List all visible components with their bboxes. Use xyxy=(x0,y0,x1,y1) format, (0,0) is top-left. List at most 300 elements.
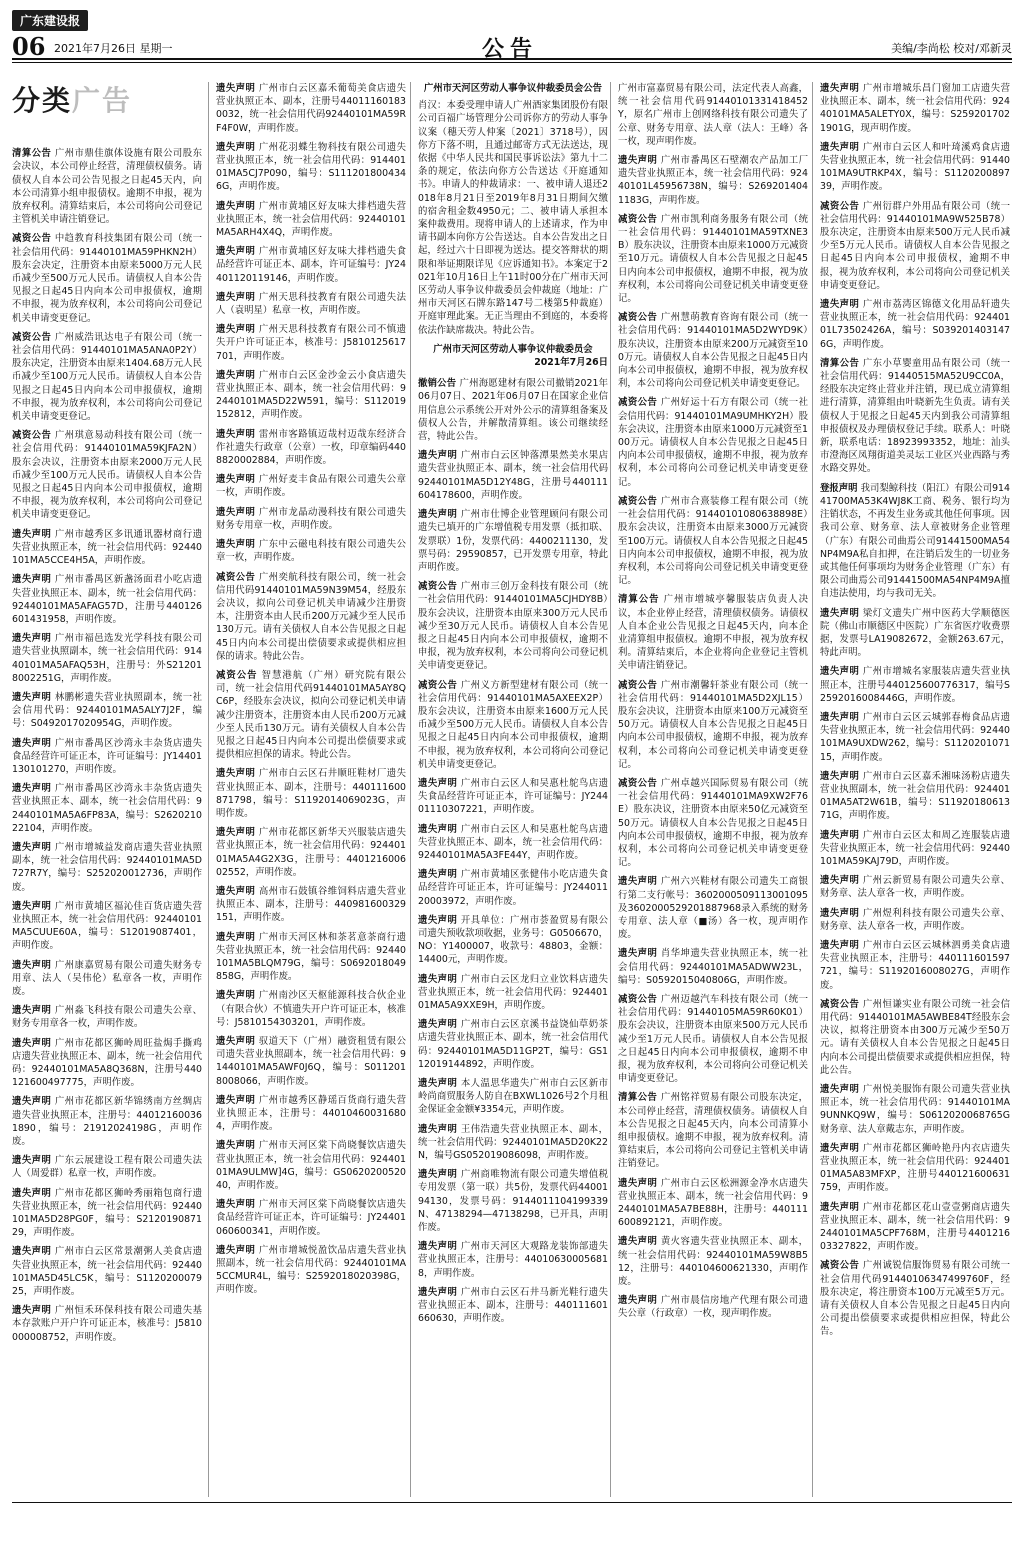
ad-text: 广州市白云区嘉禾葡萄美食店遗失营业执照正本、副本，注册号440111601830032，统一社会信用代码92440101MA59RF4F0W，声明作废。 xyxy=(216,83,406,134)
ad-type: 遗失声明 xyxy=(418,914,458,926)
classified-ad xyxy=(12,1037,202,1090)
classified-ad xyxy=(618,1177,808,1230)
ad-type: 遗失声明 xyxy=(216,246,256,258)
ad-type: 遗失声明 xyxy=(618,948,658,960)
ad-text: 广州慧萌教育咨询有限公司（统一社会信用代码：91440101MA5D2WYD9K）股东决议，注册资本由原来200万元减资至100万元。请债权人自本公告见报之日起45日内向本公司申报债权，逾期不申报，视为放弃权利，本公司将向公司登记机关申请变更登记。 xyxy=(618,312,808,390)
classified-ad xyxy=(820,1083,1010,1136)
ad-text: 广州市白云区人和叶琦溪鸡食店遗失营业执照正本，统一社会信用代码：91440101MA9UTRKP4X，编号：S112020089739，声明作废。 xyxy=(820,141,1010,193)
ad-type: 减资公告 xyxy=(12,233,52,245)
classified-ad xyxy=(418,679,608,771)
classified-ad xyxy=(216,245,406,285)
ad-type: 遗失声明 xyxy=(216,1036,256,1047)
ad-type: 遗失声明 xyxy=(820,875,860,887)
ad-type: 遗失声明 xyxy=(12,737,52,749)
ad-type: 清算公告 xyxy=(618,594,660,606)
ad-text: 广州市白云区云城林泗勇美食店遗失营业执照正本，注册号：440111601597721，编号：S1192016008027G，声明作废。 xyxy=(820,939,1010,991)
ad-text: 广州市富嘉贸易有限公司，法定代表人高鑫，统一社会信用代码91440101331418452Y，原名广州市上创网络科技有限公司遗失了公章、财务专用章、法人章（法人：王峰）各一枚，现声明作废。 xyxy=(618,83,808,147)
ad-type: 遗失声明 xyxy=(820,770,860,782)
classified-ad xyxy=(820,357,1010,476)
ad-type: 遗失声明 xyxy=(216,539,256,551)
classified-ad xyxy=(418,1240,608,1280)
ad-text: 广州天思科技教育有限公司不慎遗失开户许可证正本，核准号：J5810125617701，声明作废。 xyxy=(216,324,406,362)
ad-text: 广州市花都区狮岭秀丽箱包商行遗失营业执照正本，统一社会信用代码：92440101MA5D28PG0F，编号：S212019087129，声明作废。 xyxy=(12,1187,202,1239)
ad-text: 广州市番禺区沙湾永丰杂货店遗失营业执照正本、副本，统一社会信用代码：92440101MA5A6FP83A，编号：S262021022104，声明作废。 xyxy=(12,783,202,834)
ad-type: 遗失声明 xyxy=(12,900,52,912)
ad-text: 驭道天下（广州）融资租赁有限公司遗失营业执照副本，统一社会信用代码：91440101MA5AWF0J6Q，编号：S0112018008066，声明作废。 xyxy=(216,1036,406,1087)
ad-type: 减资公告 xyxy=(418,679,458,691)
ad-text: 广州市花都区花山壹壹粥商店遗失营业执照正本、副本，统一社会信用代码：92440101MA5CPF768M，注册号440121603327822，声明作废。 xyxy=(820,1201,1010,1253)
ad-text: 广州奕航科技有限公司，统一社会信用代码91440101MA59N39M54，经股东会决议，拟向公司登记机关申请减少注册资本，注册资本由人民币200万元减少至人民币130万元。请有关债权人自本公告见报之日起45日内向本公司提出偿债要求或提供相应担保的请求。特此公告。 xyxy=(216,571,406,662)
classified-ad xyxy=(418,1018,608,1071)
ad-text: 肖华坤遗失营业执照正本，统一社会信用代码：92440101MA5ADWW23L，编号：S0592015040806G，声明作废。 xyxy=(618,948,808,986)
ad-type: 减资公告 xyxy=(820,1260,860,1272)
ad-text: 广州南沙区天枢能源科技合伙企业（有限合伙）不慎遗失开户许可证正本，核准号：J5810154303201，声明作废。 xyxy=(216,990,406,1028)
ad-type: 遗失声明 xyxy=(618,155,658,167)
ad-type: 遗失声明 xyxy=(216,291,256,303)
ad-type: 减资公告 xyxy=(618,312,658,324)
classified-ad xyxy=(216,1035,406,1088)
ad-type: 减资公告 xyxy=(12,331,52,343)
classified-ad xyxy=(418,1123,608,1163)
ad-text: 黄火容遗失营业执照正本、副本，统一社会信用代码：92440101MA59W8B512，注册号：440104600621330，声明作废。 xyxy=(618,1236,808,1288)
ad-text: 梁灯文遗失广州中医药大学顺德医院（佛山市顺德区中医院）广东省医疗收费票据，发票号LA19082672，金额263.67元，特此声明。 xyxy=(820,607,1010,659)
ad-type: 遗失声明 xyxy=(820,607,860,619)
column-4 xyxy=(618,82,808,1327)
classified-ad xyxy=(820,665,1010,705)
ad-type: 撤销公告 xyxy=(418,378,457,390)
classified-ad xyxy=(216,141,406,194)
classified-ad xyxy=(618,1294,808,1320)
classified-ad xyxy=(216,826,406,879)
ad-type: 遗失声明 xyxy=(618,876,658,888)
ad-type: 遗失声明 xyxy=(12,691,52,703)
ad-type: 遗失声明 xyxy=(820,83,860,94)
ad-text: 广州市合熹装修工程有限公司（统一社会信用代码：91440101080638898E）股东会决议，注册资本由原来3000万元减资至100万元。请债权人自本公告见报之日起45日内向本公司申报债权，逾期不申报，视为放弃权利，本公司将向公司登记机关申请变更登记。 xyxy=(618,495,808,587)
ad-type: 遗失声明 xyxy=(418,1123,458,1135)
ad-type: 减资公告 xyxy=(820,200,860,212)
ad-type: 遗失声明 xyxy=(418,777,458,789)
classified-ad xyxy=(12,147,202,226)
ad-type: 遗失声明 xyxy=(12,633,52,645)
classified-ad xyxy=(418,580,608,672)
ad-type: 遗失声明 xyxy=(216,1140,256,1152)
ad-type: 遗失声明 xyxy=(12,783,52,795)
ad-type: 遗失声明 xyxy=(216,931,256,943)
ad-type: 遗失声明 xyxy=(216,369,256,381)
classified-ad xyxy=(618,154,808,207)
ad-type: 遗失声明 xyxy=(820,939,860,951)
ad-text: 广州市白云区云城郭春梅食品店遗失营业执照正本，统一社会信用代码：92440101MA9UXDW262，编号：S112020107115，声明作废。 xyxy=(820,711,1010,763)
ad-text: 广州市白云区龙归立业饮料店遗失营业执照正本，统一社会信用代码：92440101MA5A9XXE9H，声明作废。 xyxy=(418,973,608,1011)
ad-text: 广东中云磁电科技有限公司遗失公章一枚，声明作废。 xyxy=(216,539,406,564)
ad-type: 减资公告 xyxy=(618,213,658,225)
ad-type: 遗失声明 xyxy=(216,428,256,440)
header-rule xyxy=(12,58,1012,60)
ad-type: 遗失声明 xyxy=(216,1199,256,1211)
classified-ad xyxy=(418,868,608,908)
ad-type: 遗失声明 xyxy=(12,1037,52,1049)
column-divider xyxy=(208,82,209,1497)
ad-type: 遗失声明 xyxy=(12,1187,52,1199)
ad-type: 遗失声明 xyxy=(418,509,458,521)
ad-type: 遗失声明 xyxy=(418,1019,458,1031)
ad-text: 广州市增城乐昌门窗加工店遗失营业执照正本、副本，统一社会信用代码：92440101MA5ALETY0X，编号：S2592017021901G，现声明作废。 xyxy=(820,83,1010,134)
classified-ad xyxy=(216,200,406,240)
ad-text: 广州好运十石方有限公司（统一社会信用代码：91440101MA9UMHKY2H）股东会决议，注册资本由原来1000万元减资至100万元。请债权人自本公告见报之日起45日内向本公司申报债权，逾期不申报，视为放弃权利，本公司将向公司登记机关申请变更登记。 xyxy=(618,397,808,488)
ad-type: 减资公告 xyxy=(618,397,658,409)
classified-ad xyxy=(216,473,406,499)
ad-type: 遗失声明 xyxy=(216,200,256,212)
ad-text: 广州市花都区新华锦绣南方丝绸店遗失营业执照正本，注册号：440121600361890，编号：21912024198G，声明作废。 xyxy=(12,1096,202,1148)
classified-ad xyxy=(12,737,202,777)
ad-type: 减资公告 xyxy=(418,581,458,593)
classified-ad xyxy=(12,841,202,894)
ad-text: 广州市白云区松洲源金净水店遗失营业执照正本、副本，统一社会信用代码：92440101MA5A7BE88H，注册号：440111600892121，声明作废。 xyxy=(618,1177,808,1229)
ad-text: 广州市黄埔区福沁佳百货店遗失营业执照正本，统一社会信用代码：92440101MA5CUUE60A，编号：S12019087401，声明作废。 xyxy=(12,900,202,952)
classified-ad xyxy=(418,1077,608,1117)
classified-ad xyxy=(618,396,808,488)
column-divider xyxy=(812,82,813,1497)
ad-type: 清算公告 xyxy=(820,357,860,369)
ad-type: 减资公告 xyxy=(216,571,256,583)
ad-text: 广州市天河区林和茶茗意茶商行遗失营业执照正本，统一社会信用代码：92440101MA5BLQM79G，编号：S0692018049858G，声明作废。 xyxy=(216,931,406,983)
ad-type: 遗失声明 xyxy=(418,1241,458,1253)
ad-text: 广州衍群户外用品有限公司（统一社会信用代码：91440101MA9W525B78）股东决定，注册资本由原来500万元人民币减少至5万元人民币。请债权人自本公告见报之日起45日内向本公司申报债权，逾期不申报，视为放弃权利，本公司将向公司登记机关申请变更登记。 xyxy=(820,200,1010,291)
classified-ad xyxy=(12,900,202,953)
editor-credits: 美编/李尚松 校对/邓新灵 xyxy=(891,42,1012,55)
ad-type: 遗失声明 xyxy=(216,1244,256,1256)
classified-ad xyxy=(12,959,202,999)
notice-date: 2021年7月26日 xyxy=(534,357,608,369)
classified-ad xyxy=(12,331,202,423)
ad-type: 遗失声明 xyxy=(820,907,860,919)
ad-text: 高州市石鼓镇谷维饲料店遗失营业执照正本、副本，注册号：440981600329151，声明作废。 xyxy=(216,885,406,924)
ad-text: 广州市花都区新华天兴服装店遗失营业执照正本，统一社会信用代码：92440101MA5A4G2X3G，注册号：440121600602552，声明作废。 xyxy=(216,827,406,878)
ad-text: 广州市增城名家服装店遗失营业执照正本，注册号440125600776317，编号S2592016008446G，声明作废。 xyxy=(820,666,1010,704)
classified-ad xyxy=(216,885,406,925)
ad-text: 雷州市客路镇迈哉村迈哉东经济合作社遗失行政章（公章）一枚，印章编码4408820002884，声明作废。 xyxy=(216,428,406,467)
ad-text: 广州市白云区太和周乙连服装店遗失营业执照正本，统一社会信用代码：92440101MA59KAJ79D，声明作废。 xyxy=(820,829,1010,867)
classified-ad xyxy=(820,939,1010,992)
ad-type: 遗失声明 xyxy=(216,827,256,839)
ad-text: 广州市花都区狮岭艳丹内衣店遗失营业执照正本，统一社会信用代码：92440101MA5A83MFXP，注册号440121600631759，声明作废。 xyxy=(820,1142,1010,1194)
ad-text: 广州市福邑选发光学科技有限公司遗失营业执照副本，统一社会信用代码：91440101MA5AFAQ53H，注册号：外S212018002251G，声明作废。 xyxy=(12,633,202,684)
ad-type: 清算公告 xyxy=(12,148,52,160)
ad-type: 减资公告 xyxy=(618,495,658,507)
ad-text: 广州市白云区嘉禾湘味汤粉店遗失营业执照副本，统一社会信用代码：92440101MA5AT2W61B，编号：S1192018061371G，声明作废。 xyxy=(820,770,1010,822)
classified-ad xyxy=(820,907,1010,933)
ad-text: 广州市增城悦盈饮品店遗失营业执照副本，统一社会信用代码：92440101MA5CCMUR4L，编号：S2592018020398G，声明作废。 xyxy=(216,1244,406,1296)
classified-ad xyxy=(216,82,406,135)
ad-type: 减资公告 xyxy=(12,430,52,442)
classified-ad xyxy=(12,1004,202,1030)
ad-text: 广州花羽蝶生物科技有限公司遗失营业执照正本，统一社会信用代码：91440101MA5CJ7P090，编号：S1112018004346G，声明作废。 xyxy=(216,141,406,193)
classified-ad xyxy=(216,1139,406,1192)
classified-ad xyxy=(618,495,808,587)
ad-type: 遗失声明 xyxy=(418,1078,458,1090)
ad-type: 清算公告 xyxy=(618,1092,658,1104)
classified-ad xyxy=(618,1091,808,1170)
ad-text: 广州六兴鞋材有限公司遗失工商银行第二支行帐号：3602000509113001095及3602000529201887968录入系统的财务专用章、法人章（■汤）各一枚，现声明作废。 xyxy=(618,876,808,941)
column-2 xyxy=(216,82,406,1303)
classified-ad xyxy=(418,1168,608,1234)
classified-ad xyxy=(12,691,202,731)
classified-ad xyxy=(618,947,808,987)
notice-title: 广州市天河区劳动人事争议仲裁委员会公告 xyxy=(423,83,603,94)
issue-date: 2021年7月26日 星期一 xyxy=(54,42,173,55)
ad-text: 广州琪意易动科技有限公司（统一社会信用代码：91440101MA59KJFA2N）股东会决议，注册资本由原来2000万元人民币减少至100万元人民币。请债权人自本公告见报之日起45日内向本公司申报债权，逾期不申报，视为放弃权利，本公司将向公司登记机关申请变更登记。 xyxy=(12,430,202,521)
ad-text: 广州市荔湾区锦德文化用品轩遗失营业执照正本，统一社会信用代码：92440101L73502426A，编号：S0392014031476G，声明作废。 xyxy=(820,299,1010,350)
ad-text: 广州市黄埔区好友味大排档遗失营业执照正本，统一社会信用代码：92440101MA5ARH4X4Q，声明作废。 xyxy=(216,200,406,239)
ad-text: 广州好麦丰食品有限公司遗失公章一枚，声明作废。 xyxy=(216,474,406,499)
classified-ad xyxy=(12,1154,202,1180)
ad-text: 广州康嘉贸易有限公司遗失财务专用章、法人（吴伟伦）私章各一枚，声明作废。 xyxy=(12,959,202,997)
ad-type: 遗失声明 xyxy=(820,299,860,311)
ad-text: 本人温思华遗失广州市白云区新市岭尚商贸服务人防自在BXWL1026号2个月租金保证金金额¥3354元，声明作废。 xyxy=(418,1078,608,1116)
page-number: 06 xyxy=(12,32,46,61)
classified-ad xyxy=(820,141,1010,194)
classified-ad xyxy=(618,213,808,305)
ad-text: 广州市白云区石井马新光鞋行遗失营业执照正本、副本，注册号：440111601660630，声明作废。 xyxy=(418,1286,608,1325)
ad-type: 遗失声明 xyxy=(216,1094,256,1106)
classified-ad xyxy=(820,998,1010,1077)
classified-ad xyxy=(216,1198,406,1238)
ad-type: 遗失声明 xyxy=(418,1286,458,1298)
classified-ad xyxy=(418,973,608,1013)
classified-ad xyxy=(216,989,406,1029)
ad-text: 广东小草婴童用品有限公司（统一社会信用代码：91440515MA52U9CC0A，经股东决定终止营业并注销，现已成立清算组进行清算，清算组由叶晓新先生负责。请有关债权人于见报之日起45天内到我公司清算组申报债权及办理债权登记手续。联系人：叶晓新，联系电话：18923993352，地址：汕头市澄海区凤翔街道美灵坛工业区兴业西路与秀水路交界处。 xyxy=(820,357,1010,475)
ad-type: 遗失声明 xyxy=(12,959,52,971)
ad-text: 广州市三创万金科技有限公司（统一社会信用代码：91440101MA5CJHDY8B）股东会决议，注册资本由原来300万元人民币减少至30万元人民币。请债权人自本公告见报之日起45日内向本公司申报债权，逾期不申报，视为放弃权利，本公司将向公司登记机关申请变更登记。 xyxy=(418,581,608,672)
ad-text: 广州市天河区棠下尚晓餐饮店遗失营业执照正本，统一社会信用代码：92440101MA9ULMW]4G，编号：GS062020052040，声明作废。 xyxy=(216,1140,406,1192)
classified-ad xyxy=(820,1201,1010,1254)
ad-type: 遗失声明 xyxy=(216,768,256,780)
ad-type: 遗失声明 xyxy=(820,1084,860,1096)
ad-text: 广州市增城亭馨服装店负责人决议，本企业停止经营，清理债权债务。请债权人自本企业公告见报之日起45天内，向本企业清算组申报债权。逾期不申报，视为放弃权利。清算结束后，本企业将向企业登记主管机关申请注销登记。 xyxy=(618,594,808,672)
classified-ad xyxy=(12,1187,202,1240)
classified-ad xyxy=(12,528,202,568)
ad-text: 广州市白云区石井顺旺鞋材厂遗失营业执照正本、副本，注册号：440111600871798，编号：S1192014069023G，声明作废。 xyxy=(216,768,406,819)
ad-text: 广州市晨信房地产代理有限公司遗失公章（行政章）一枚，现声明作废。 xyxy=(618,1295,808,1320)
notice-signature: 广州市天河区劳动人事争议仲裁委员会 xyxy=(433,343,593,355)
ad-text: 广州市白云区京溪书益饶仙草奶茶店遗失营业执照正本、副本，统一社会信用代码：92440101MA5D11GP2T，编号：GS112019144892，声明作废。 xyxy=(418,1019,608,1070)
classified-ad xyxy=(820,482,1010,601)
ad-type: 遗失声明 xyxy=(618,1236,658,1248)
ad-text: 广州市仕博企业管理顾问有限公司遗失已填开的广东增值税专用发票（抵扣联、发票联）1份，发票代码：4400211130，发票号码：29590857，已开发票专用章，特此声明作废。 xyxy=(418,509,608,573)
header-rule-thin xyxy=(12,62,1012,63)
classified-ad xyxy=(12,1245,202,1298)
ad-text: 广州淼飞科技有限公司遗失公章、财务专用章各一枚，声明作废。 xyxy=(12,1005,202,1030)
classified-ad xyxy=(820,829,1010,869)
classified-ad xyxy=(820,1259,1010,1338)
notice-body: 肖汉：本委受理申请人广州酒家集团股份有限公司百福广场管理分公司诉你方的劳动人事争议案（穗天劳人仲案〔2021〕3718号），因你方下落不明，且通过邮寄方式无法送达，现依据《中华人民共和国民事诉讼法》第九十二条的规定，依法向你方公告送达《开庭通知书》。申请人的仲裁请求：一、被申请人退还2018年8月21日至2019年8月31日期间欠缴的宿舍租金数4950元；二、被申请人承担本案仲裁费用。现将申请人的上述请求，作为申请书副本向你方公告送达。自本公告发出之日起，经过六十日即视为送达。提交答辩状的期限和举证期限详见《应诉通知书》。本案定于2021年10月16日上午11时00分在广州市天河区劳动人事争议仲裁委员会仲裁庭（地址：广州市天河区石牌东路147号二楼第5仲裁庭）开庭审理此案。无正当理由不到庭的，本委将依法作缺席裁决。特此公告。 xyxy=(418,100,608,336)
ad-type: 遗失声明 xyxy=(216,885,256,897)
ad-text: 广州悦美服饰有限公司遗失营业执照正本，统一社会信用代码：91440101MA9UNNKQ9W，编号：S0612020068765G财务章、法人章戴志东，声明作废。 xyxy=(820,1084,1010,1135)
classified-ad xyxy=(418,823,608,863)
ad-text: 广州市越秀区静瑶百货商行遗失营业执照正本，注册号：440104600316804，声明作废。 xyxy=(216,1094,406,1133)
classified-ad xyxy=(820,711,1010,764)
ad-text: 广州市越秀区多讯通讯器材商行遗失营业执照正本，统一社会信用代码：92440101MA5CCE4H5A，声明作废。 xyxy=(12,528,202,567)
ad-text: 广州市黄埔区张健伟小吃店遗失食品经营许可证正本，许可证编号：JY24401120003972，声明作废。 xyxy=(418,869,608,907)
ad-type: 遗失声明 xyxy=(216,83,256,94)
classified-ad xyxy=(820,874,1010,900)
column-divider xyxy=(410,82,411,1497)
ad-text: 林鹏彬遗失营业执照副本，统一社会信用代码：92440101MA5ALY7J2F，编号：S0492017020954G，声明作废。 xyxy=(12,691,202,730)
ad-text: 广州恒谦实业有限公司统一社会信用代码：91440101MA5AWBE84T经股东会决议，拟将注册资本由300万元减少至50万元。请有关债权人自本公告见报之日起45日内向本公司提出偿债要求或提供相应担保，特此公告。 xyxy=(820,998,1010,1076)
ad-type: 遗失声明 xyxy=(216,506,256,518)
classified-ad xyxy=(418,508,608,574)
page-header xyxy=(12,10,1012,60)
ad-type: 遗失声明 xyxy=(820,666,860,678)
ad-type: 遗失声明 xyxy=(216,324,256,336)
classified-ad xyxy=(418,1286,608,1326)
column-5 xyxy=(820,82,1010,1345)
classified-ad xyxy=(12,429,202,521)
ad-text: 中趋教育科技集团有限公司（统一社会信用代码：91440101MA59PHKN2H）股东会决定，注册资本由原来5000万元人民币减少至500万元人民币。请债权人自本公告见报之日起45日内向本公司申报债权，逾期不申报，视为放弃权利，本公司将向公司登记机关申请变更登记。 xyxy=(12,233,202,324)
ad-type: 遗失声明 xyxy=(12,1155,52,1167)
classified-ad xyxy=(618,1235,808,1288)
classified-ad xyxy=(418,377,608,443)
classified-ad xyxy=(216,571,406,663)
ad-text: 智慧港航（广州）研究院有限公司，统一社会信用代码91440101MA5AY8QC6P，经股东会决议，拟向公司登记机关申请减少注册资本，注册资本由人民币200万元减少至人民币130万元。请有关债权人自本公告见报之日起45日内向本公司提出偿债要求或提供相应担保的请求。特此公告。 xyxy=(216,669,406,761)
ad-type: 遗失声明 xyxy=(12,841,52,853)
ad-type: 遗失声明 xyxy=(216,990,256,1002)
ad-type: 遗失声明 xyxy=(820,711,860,723)
ad-type: 登报声明 xyxy=(820,482,858,494)
column-1 xyxy=(12,86,202,1350)
ad-text: 广州煜利科技有限公司遗失公章、财务章、法人章各一枚，声明作废。 xyxy=(820,907,1010,932)
ad-text: 广州天思科技教育有限公司遗失法人（袁明星）私章一枚，声明作废。 xyxy=(216,291,406,317)
ad-type: 遗失声明 xyxy=(12,528,52,540)
ad-type: 遗失声明 xyxy=(820,829,860,841)
ad-text: 广州市花都区狮岭周旺盐焗手撕鸡店遗失营业执照正本、副本，统一社会信用代码：92440101MA5A8Q368N，注册号440121600497775，声明作废。 xyxy=(12,1037,202,1089)
classified-ad xyxy=(820,82,1010,135)
ad-text: 广州市龙晶动漫科技有限公司遗失财务专用章一枚，声明作废。 xyxy=(216,506,406,531)
ad-type: 遗失声明 xyxy=(418,869,458,881)
ad-type: 遗失声明 xyxy=(618,1295,658,1307)
ad-type: 减资公告 xyxy=(618,777,658,789)
ad-type: 遗失声明 xyxy=(216,141,256,153)
classified-ad xyxy=(12,1304,202,1344)
ad-text: 广州海愿建材有限公司撤销2021年06月07日、2021年06月07日在国家企业信用信息公示系统公开对外公示的清算组备案及债权人公告，并解散清算组。该公司继续经营，特此公告。 xyxy=(418,378,608,443)
classified-ad xyxy=(418,777,608,817)
classified-ad xyxy=(216,538,406,564)
ad-type: 遗失声明 xyxy=(12,1246,52,1258)
footer-rule xyxy=(12,1502,1012,1503)
ad-text: 王伟浩遗失营业执照正本、副本，统一社会信用代码：92440101MA5D20K22N，编号GS052019086098，声明作废。 xyxy=(418,1123,608,1162)
classified-ad xyxy=(12,573,202,626)
ad-text: 广州迈越汽车科技有限公司（统一社会信用代码：91440105MA59R60K01）股东会决议，注册资本由原来500万元人民币减少至1万元人民币。请债权人自本公告见报之日起45日内向本公司申报债权，逾期不申报，视为放弃权利，本公司将向公司登记机关申请变更登记。 xyxy=(618,994,808,1085)
ad-text: 广州市番禺区新盏汤面君小吃店遗失营业执照正本、副本，统一社会信用代码：92440101MA5AFAG57D，注册号440126601431958，声明作废。 xyxy=(12,574,202,625)
classified-ad xyxy=(12,232,202,324)
ad-text: 广州市白云区人和吴惠杜鸵鸟店遗失食品经营许可证正本，许可证编号：JY24401110307221，声明作废。 xyxy=(418,777,608,816)
ad-text: 广州市增城益发商店遗失营业执照副本，统一社会信用代码：92440101MA5D727R7Y，编号：S252020012736，声明作废。 xyxy=(12,841,202,893)
ad-type: 遗失声明 xyxy=(618,1177,658,1189)
classified-ad xyxy=(820,770,1010,823)
ad-type: 减资公告 xyxy=(820,998,860,1010)
ad-type: 减资公告 xyxy=(216,669,258,681)
classified-ad xyxy=(12,782,202,835)
ad-text: 广州市黄埔区好友味大排档遗失食品经营许可证正本、副本，许可证编号：JY24401120119146，声明作废。 xyxy=(216,246,406,284)
ad-type: 遗失声明 xyxy=(12,1305,52,1317)
ad-type: 遗失声明 xyxy=(418,823,458,835)
ad-text: 广州市白云区常景潮粥人美食店遗失营业执照正本，统一社会信用代码：92440101MA5D45LC5K，编号：S112020007925，声明作废。 xyxy=(12,1246,202,1298)
classified-ad xyxy=(618,777,808,869)
classified-ad xyxy=(618,993,808,1085)
classified-ad xyxy=(618,593,808,672)
ad-type: 遗失声明 xyxy=(12,1096,52,1108)
classified-ad xyxy=(418,449,608,502)
ad-type: 遗失声明 xyxy=(820,1201,860,1213)
ad-text: 开具单位：广州市荟盈贸易有限公司遗失预收款项收据，业务号：G0506670，NO：Y1400007，收款号：48803，金额：14400元，声明作废。 xyxy=(418,914,608,966)
ad-type: 减资公告 xyxy=(618,679,658,691)
ad-text: 广州市凯利商务服务有限公司（统一社会信用代码：91440101MA59TXNE3B）股东决议，注册资本由原来1000万元减资至10万元。请债权人自本公告见报之日起45日内向本公司申报债权，逾期不申报，视为放弃权利，本公司将向公司登记机关申请变更登记。 xyxy=(618,213,808,305)
ad-text: 广州云新贸易有限公司遗失公章、财务章、法人章各一枚，声明作废。 xyxy=(820,875,1010,900)
ad-text: 广州卓越兴国际贸易有限公司（统一社会信用代码：91440101MA9XW2F76E）股东决议，注册资本由原来50亿元减资至50万元。请债权人自本公告见报之日起45日内向本公司申报债权，逾期不申报，视为放弃权利，本公司将向公司登记机关申请变更登记。 xyxy=(618,777,808,869)
classified-ad xyxy=(12,632,202,685)
ad-type: 遗失声明 xyxy=(820,141,860,153)
ad-text: 广州市天河区大观路龙装饰部遗失营业执照正本，注册号：440106300056818，声明作废。 xyxy=(418,1241,608,1279)
ad-type: 遗失声明 xyxy=(418,1169,458,1181)
ad-text: 广州铭祥贸易有限公司股东决定，本公司停止经营，清理债权债务。请债权人自本公告见报之日起45天内，向本公司清算小组申报债权。逾期不申报，视为放弃权利。清算结束后，本公司将向公司登记主管机关申请注销登记。 xyxy=(618,1092,808,1170)
classified-ad xyxy=(216,506,406,532)
classified-ad xyxy=(216,931,406,984)
paper-name: 广东建设报 xyxy=(12,10,88,31)
classified-ad xyxy=(418,914,608,967)
ad-type: 遗失声明 xyxy=(216,474,256,486)
ad-text: 广州市番禺区沙湾永丰杂货店遗失食品经营许可证正本，许可证编号：JY14401130101270，声明作废。 xyxy=(12,737,202,775)
classified-ad xyxy=(618,875,808,941)
classified-title: 分类广告 xyxy=(12,84,133,117)
ad-text: 广州诚锐信服饰贸易有限公司统一社会信用代码914401063474997​60F，经股东决定，将注册资本100万元减至5万元。请有关债权人自本公告见报之日起45日内向公司提出偿债要求或提供相应担保，特此公告。 xyxy=(820,1260,1010,1338)
ad-text: 广州市白云区钟落潭果然美水果店遗失营业执照正本、副本，统一社会信用代码92440101MA5D12Y48G，注册号440111604178600，声明作废。 xyxy=(418,450,608,501)
ad-text: 广州义方新型建材有限公司（统一社会信用代码：91440101MA5AXEEX2P）股东会决议，注册资本由原来1600万元人民币减少至500万元人民币。请债权人自本公告见报之日起45日内向本公司申报债权，逾期不申报，视为放弃权利，本公司将向公司登记机关申请变更登记。 xyxy=(418,679,608,770)
classified-ad xyxy=(216,323,406,363)
ad-type: 遗失声明 xyxy=(418,973,458,985)
ad-type: 遗失声明 xyxy=(418,450,458,462)
ad-type: 减资公告 xyxy=(618,994,658,1005)
ad-text: 广州市天河区棠下尚晓餐饮店遗失食品经营许可证正本，许可证编号：JY24401060600341，声明作废。 xyxy=(216,1199,406,1237)
classified-ad xyxy=(820,1142,1010,1195)
classified-ad xyxy=(216,369,406,422)
ad-text: 广州市鼎佳旗体设施有限公司股东会决议，本公司停止经营，清理债权债务。请债权人自本公司公告见报之日起45天内，向本公司清算小组申报债权。逾期不申报，视为放弃权利。清算结束后，本公司将向公司登记主管机关申请注销登记。 xyxy=(12,148,202,226)
ad-type: 遗失声明 xyxy=(820,1142,860,1154)
classified-ad xyxy=(216,669,406,761)
column-divider xyxy=(610,82,611,1497)
ad-text: 广州市白云区金沙金云小食店遗失营业执照正本、副本，统一社会信用代码：92440101MA5D22W591，编号：S112019152812，声明作废。 xyxy=(216,369,406,421)
classified-ad xyxy=(618,679,808,771)
classified-ad xyxy=(216,767,406,820)
classified-ad xyxy=(618,82,808,148)
classified-ad xyxy=(820,298,1010,351)
ad-text: 广州市潮馨轩茶业有限公司（统一社会信用代码：91440101MA5D2XJL15）股东会决议，注册资本由原来100万元减资至50万元。请债权人自本公告见报之日起45日内向本公司申报债权，逾期不申报，视为放弃权利，本公司将向公司登记机关申请变更登记。 xyxy=(618,679,808,770)
classified-ad xyxy=(216,291,406,317)
ad-type: 遗失声明 xyxy=(12,1005,52,1017)
classified-ad xyxy=(216,428,406,468)
ad-text: 广州市白云区人和吴惠杜鸵鸟店遗失营业执照正本、副本，统一社会信用代码：92440101MA5A3FE44Y，声明作废。 xyxy=(418,823,608,861)
classified-ad xyxy=(820,200,1010,292)
ad-text: 广州市番禺区石壁潮农产品加工厂遗失营业执照正本，统一社会信用代码：92440101L45956738N，编号：S2692014041183G，声明作废。 xyxy=(618,155,808,206)
ad-type: 遗失声明 xyxy=(12,574,52,586)
ad-text: 广东云展建设工程有限公司遗失法人（周爱群）私章一枚，声明作废。 xyxy=(12,1155,202,1180)
ad-text: 广州恒禾环保科技有限公司遗失基本存款账户开户许可证正本，核准号：J5810000008752，声明作废。 xyxy=(12,1305,202,1343)
column-3 xyxy=(418,82,608,1331)
classified-ad xyxy=(618,311,808,390)
classified-ad xyxy=(216,1094,406,1134)
ad-text: 我司梨鲸科技（阳江）有限公司91441700MA53K4WJ8K工商、税务、银行均为注销状态，不再发生业务或其他任何事项。因我司公章、财务章、法人章被财务企业管理（广东）有限公司曲焉公司91441500MA54NP4M9A私自扣押，在注销后发生的一切业务或其他任何事项均为财务企业管理（广东）有限公司曲焉公司91441500MA54NP4M9A擅自违法使用，均与我司无关。 xyxy=(820,482,1010,600)
ad-text: 广州商唯物流有限公司遗失增值税专用发票（第一联）共5份，发票代码4400194130，发票号码：9144011104199339N、47138294—47138298，已开具，声明作废。 xyxy=(418,1169,608,1234)
section-title: 公告 xyxy=(482,37,539,62)
